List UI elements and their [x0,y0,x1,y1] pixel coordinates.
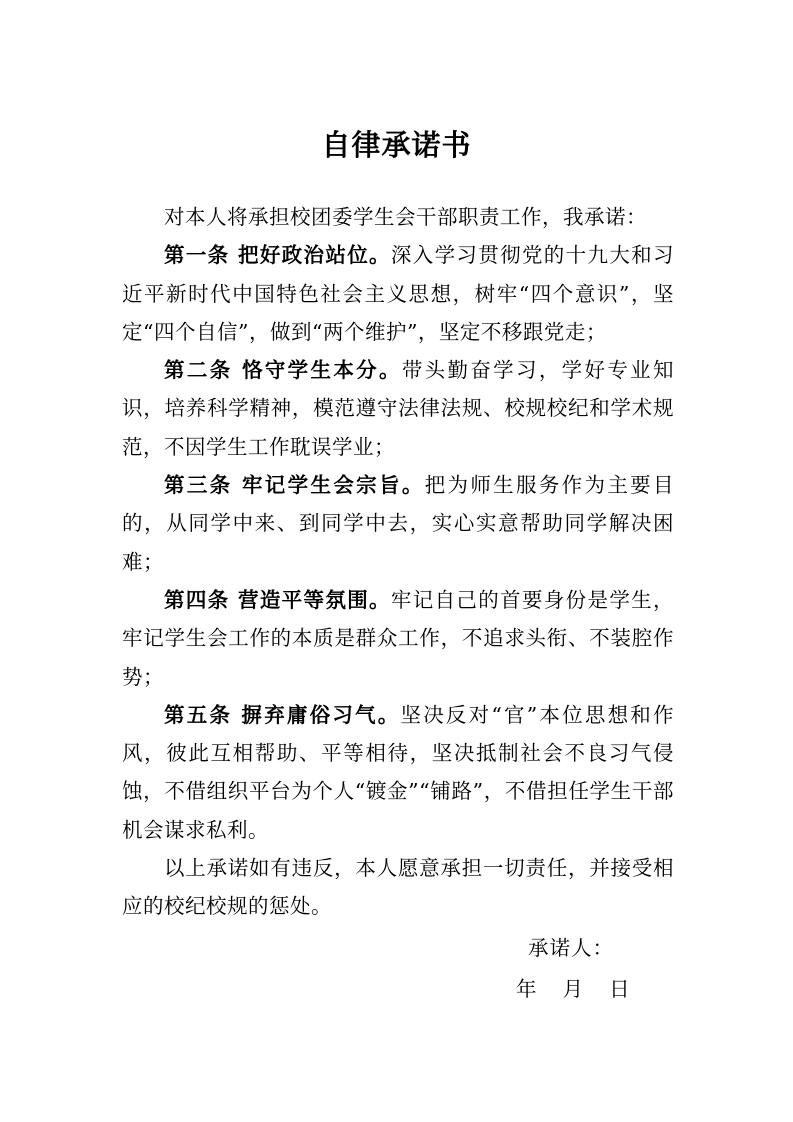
article-5-head: 第五条 摒弃庸俗习气。 [164,702,401,727]
article-2 [122,351,674,466]
article-2-head: 第二条 恪守学生本分。 [164,358,402,383]
article-1-text: 深入学习贯彻党的十九大和习近平新时代中国特色社会主义思想，树牢“四个意识”，坚定“四个自信”，做到“两个维护”，坚定不移跟党走； [122,243,675,344]
article-4 [122,581,674,696]
document-title: 自律承诺书 [321,128,472,162]
intro-paragraph: 对本人将承担校团委学生会干部职责工作，我承诺： [164,205,647,229]
document-body [122,198,674,926]
article-2-text: 带头勤奋学习，学好专业知识，培养科学精神，模范遵守法律法规、校规校纪和学术规范，不因学生工作耽误学业； [122,358,675,459]
closing-paragraph: 以上承诺如有违反，本人愿意承担一切责任，并接受相应的校纪校规的惩处。 [122,856,674,919]
article-3-head: 第三条 牢记学生会宗旨。 [164,473,425,498]
article-1 [122,236,674,351]
article-4-text: 牢记自己的首要身份是学生，牢记学生会工作的本质是群众工作，不追求头衔、不装腔作势； [122,587,675,689]
article-3 [122,466,674,581]
date-line: 年 月 日 [516,977,630,1001]
article-5-text: 坚决反对“官”本位思想和作风，彼此互相帮助、平等相待，坚决抵制社会不良习气侵蚀，不借组织平台为个人“镀金”“铺路”，不借担任学生干部机会谋求私利。 [122,702,674,842]
article-4-head: 第四条 营造平等氛围。 [164,587,391,612]
article-3-text: 把为师生服务作为主要目的，从同学中来、到同学中去，实心实意帮助同学解决困难； [122,473,675,574]
signature-label: 承诺人： [528,936,614,960]
article-1-head: 第一条 把好政治站位。 [164,243,391,268]
article-5 [122,696,674,849]
